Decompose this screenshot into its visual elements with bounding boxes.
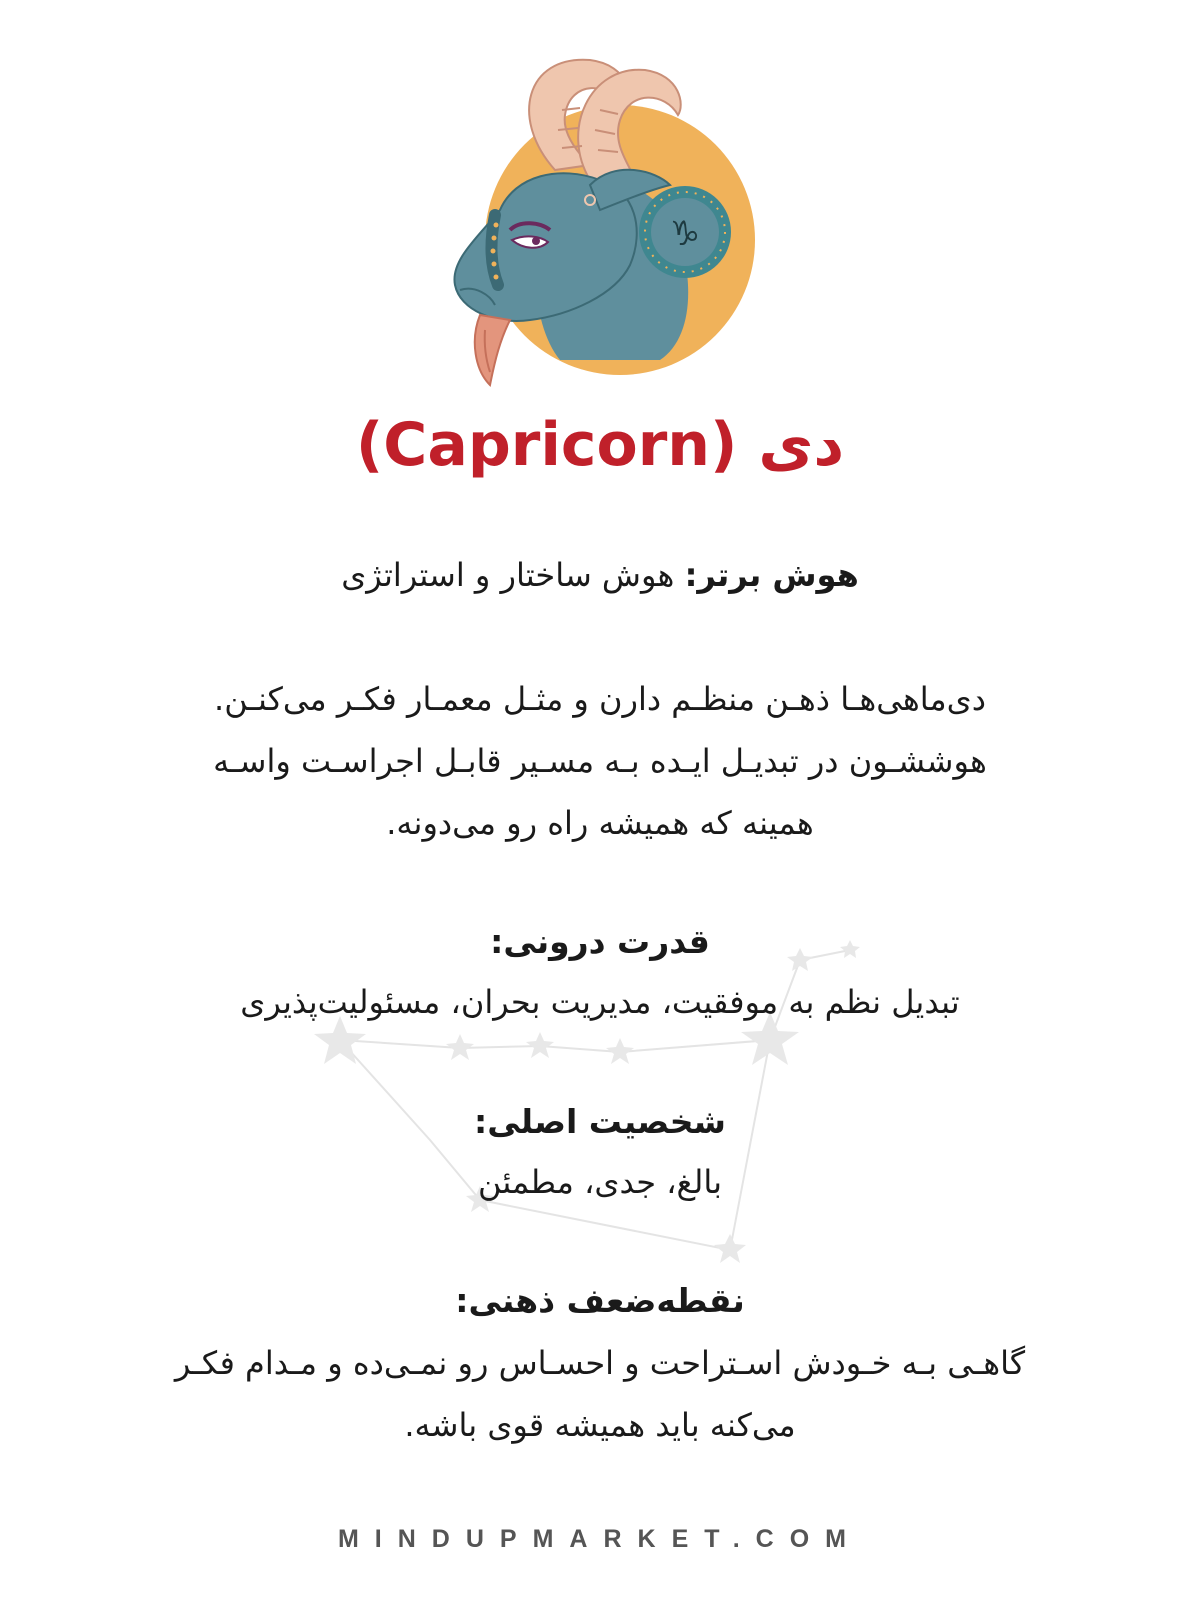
personality-value: بالغ، جدی، مطمئن xyxy=(478,1163,722,1201)
intelligence-value: هوش ساختار و استراتژی xyxy=(341,556,675,594)
inner-power-value: تبدیل نظم به موفقیت، مدیریت بحران، مسئولیت‌پذیری xyxy=(240,983,960,1021)
capricorn-goat-icon xyxy=(440,40,760,390)
description-line: همینه که همیشه راه رو می‌دونه. xyxy=(386,804,814,842)
personality-heading: شخصیت اصلی: xyxy=(474,1102,726,1141)
description-line: هوششـون در تبدیـل ایـده بـه مسـیر قابـل اجراسـت واسـه xyxy=(213,742,987,780)
description-paragraph xyxy=(100,668,1100,854)
weakness-heading: نقطه‌ضعف ذهنی: xyxy=(455,1281,745,1320)
footer-website: MINDUPMARKET.COM xyxy=(337,1525,863,1553)
inner-power-section xyxy=(100,912,1100,1032)
page-title: دی (Capricorn) xyxy=(355,410,845,480)
intelligence-label: هوش برتر: xyxy=(684,556,859,594)
intelligence-section xyxy=(100,545,1100,605)
description-line: دی‌ماهی‌هـا ذهـن منظـم دارن و مثـل معمـار فکـر می‌کنـن. xyxy=(214,680,986,718)
capricorn-symbol: ♑ xyxy=(669,214,701,254)
weakness-section xyxy=(100,1270,1100,1456)
goat-beard xyxy=(475,315,510,385)
weakness-line: گاهـی بـه خـودش اسـتراحت و احسـاس رو نمـی‌ده و مـدام فکـر xyxy=(174,1344,1026,1382)
weakness-line: می‌کنه باید همیشه قوی باشه. xyxy=(404,1406,796,1444)
personality-section xyxy=(100,1092,1100,1212)
inner-power-heading: قدرت درونی: xyxy=(490,922,710,961)
